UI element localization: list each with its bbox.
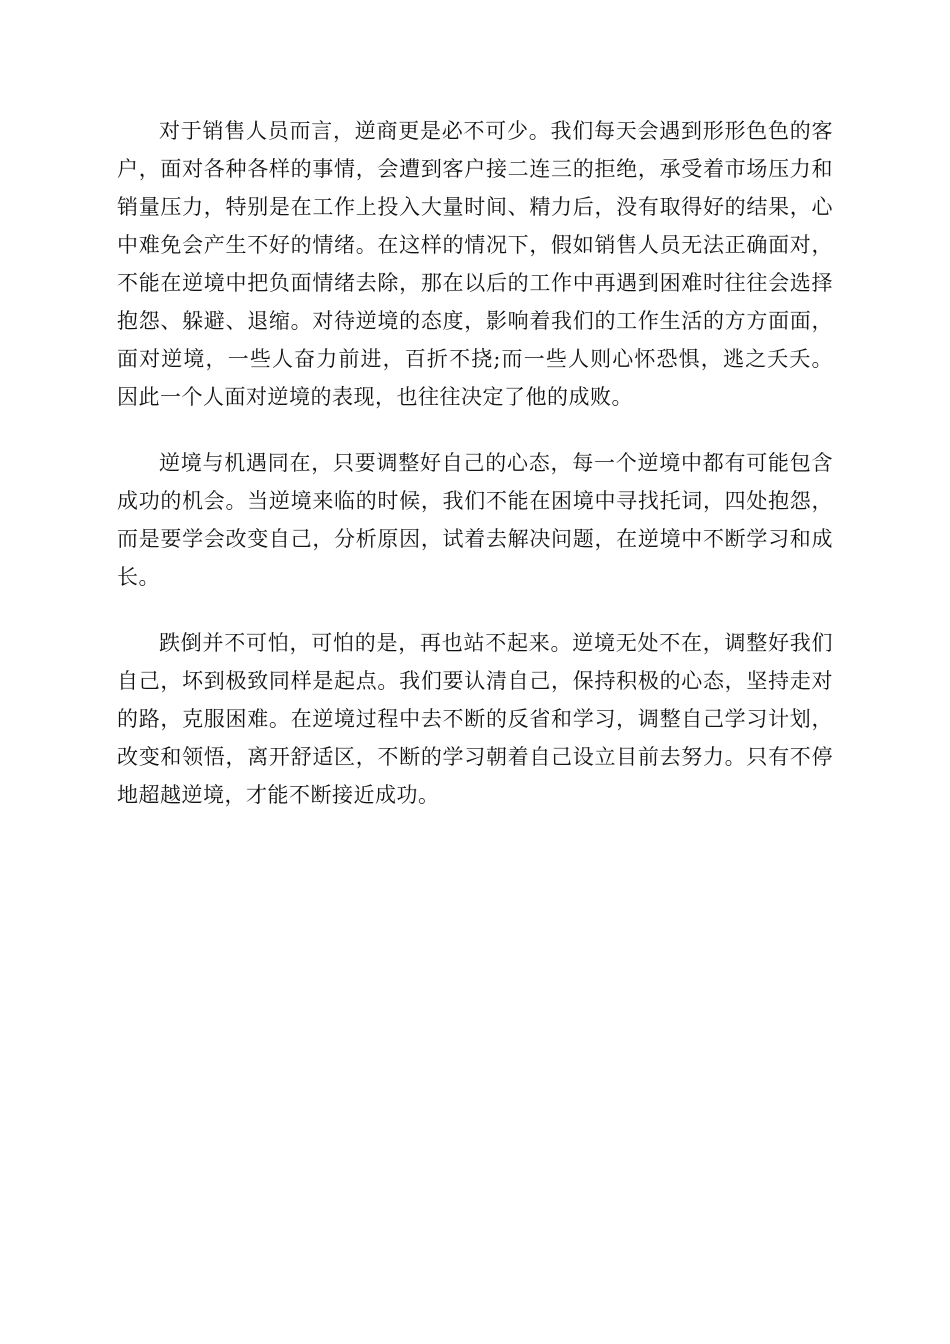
paragraph-3: 跌倒并不可怕，可怕的是，再也站不起来。逆境无处不在，调整好我们自己，坏到极致同样是起点。我们要认清自己，保持积极的心态，坚持走对的路，克服困难。在逆境过程中去不断的反省和学习，调整自己学习计划，改变和领悟，离开舒适区，不断的学习朝着自己设立目前去努力。只有不停地超越逆境，才能不断接近成功。	[117, 631, 833, 807]
paragraph-2: 逆境与机遇同在，只要调整好自己的心态，每一个逆境中都有可能包含成功的机会。当逆境来临的时候，我们不能在困境中寻找托词，四处抱怨，而是要学会改变自己，分析原因，试着去解决问题，在逆境中不断学习和成长。	[117, 451, 833, 589]
document-body	[117, 112, 833, 842]
paragraph-1: 对于销售人员而言，逆商更是必不可少。我们每天会遇到形形色色的客户，面对各种各样的事情，会遭到客户接二连三的拒绝，承受着市场压力和销量压力，特别是在工作上投入大量时间、精力后，没有取得好的结果，心中难免会产生不好的情绪。在这样的情况下，假如销售人员无法正确面对，不能在逆境中把负面情绪去除，那在以后的工作中再遇到困难时往往会选择抱怨、躲避、退缩。对待逆境的态度，影响着我们的工作生活的方方面面，面对逆境，一些人奋力前进，百折不挠;而一些人则心怀恐惧，逃之夭夭。因此一个人面对逆境的表现，也往往决定了他的成败。	[117, 119, 833, 409]
